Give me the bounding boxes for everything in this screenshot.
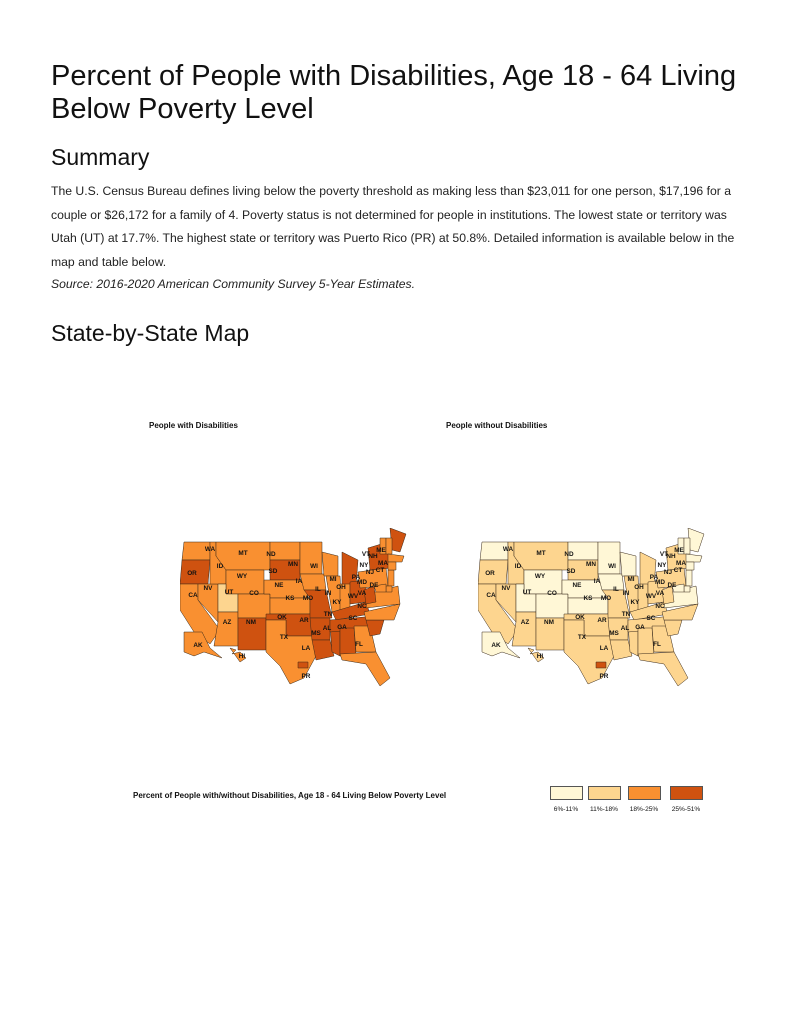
state-ia [300,574,326,590]
state-label-nc: NC [655,603,665,610]
state-label-md: MD [357,579,367,586]
state-de [684,586,690,592]
state-nh [684,538,690,554]
legend-label-3: 18%-25% [629,806,659,813]
state-label-vt: VT [659,551,669,558]
state-label-de: DE [369,582,379,589]
state-label-pr: PR [599,673,609,680]
legend-label-2: 11%-18% [589,806,619,813]
state-la [312,640,334,660]
legend-swatch-1 [550,786,583,800]
state-ma [388,554,404,562]
state-de [386,586,392,592]
state-label-ok: OK [575,614,585,621]
state-label-ny: NY [359,562,369,569]
state-label-ut: UT [522,589,532,596]
state-label-nh: NH [666,553,676,560]
state-label-pr: PR [301,673,311,680]
state-label-mo: MO [600,595,612,602]
state-label-tx: TX [577,634,587,641]
state-label-or: OR [485,570,495,577]
state-label-ky: KY [332,599,342,606]
state-label-ct: CT [673,567,683,574]
state-label-mn: MN [288,561,298,568]
state-label-ct: CT [375,567,385,574]
state-label-nm: NM [544,619,554,626]
state-label-mt: MT [536,550,546,557]
state-label-ar: AR [299,617,309,624]
state-label-wy: WY [534,573,546,580]
state-label-ne: NE [572,582,582,589]
state-label-de: DE [667,582,677,589]
state-label-nj: NJ [365,569,375,576]
state-label-nv: NV [203,585,213,592]
state-ma [686,554,702,562]
map-title-with-disabilities: People with Disabilities [149,421,238,430]
state-label-me: ME [674,547,684,554]
state-label-oh: OH [336,584,346,591]
state-me [390,528,406,552]
state-label-ca: CA [486,592,496,599]
state-al [340,628,356,656]
state-label-ak: AK [491,642,501,649]
state-label-ca: CA [188,592,198,599]
source-note: Source: 2016-2020 American Community Survey 5-Year Estimates. [51,277,415,291]
map-without-disabilities [478,528,708,688]
state-label-me: ME [376,547,386,554]
state-label-ne: NE [274,582,284,589]
state-la [610,640,632,660]
state-label-mi: MI [627,576,635,583]
state-label-ut: UT [224,589,234,596]
state-label-az: AZ [520,619,530,626]
state-label-ms: MS [609,630,619,637]
state-label-ga: GA [635,624,645,631]
state-co [238,594,270,618]
state-label-ok: OK [277,614,287,621]
state-label-tn: TN [621,611,631,618]
state-label-ky: KY [630,599,640,606]
state-label-vt: VT [361,551,371,558]
state-label-wi: WI [608,563,616,570]
state-label-va: VA [357,590,367,597]
state-label-il: IL [315,586,321,593]
state-wi [322,552,338,576]
state-label-nm: NM [246,619,256,626]
state-wi [620,552,636,576]
state-label-al: AL [620,625,630,632]
state-label-ms: MS [311,630,321,637]
state-label-sc: SC [646,615,656,622]
state-label-mn: MN [586,561,596,568]
state-label-pa: PA [351,574,361,581]
state-fl [638,652,688,686]
state-nh [386,538,392,554]
summary-text: The U.S. Census Bureau defines living below the poverty threshold as making less than $23,011 for one person, $17,196 for a couple or $26,172 for a family of 4. Poverty status is not determined for people in institutions. The lowest state or territory was Utah (UT) at 17.7%. The highest state or territory was Puerto Rico (PR) at 50.8%. Detailed information is available below in the map and table below. [51,184,735,269]
legend-title: Percent of People with/without Disabilities, Age 18 - 64 Living Below Poverty Level [133,791,447,800]
state-label-sc: SC [348,615,358,622]
map-section-heading: State-by-State Map [51,320,250,346]
state-label-wa: WA [502,546,514,553]
state-label-id: ID [216,563,224,570]
state-label-mt: MT [238,550,248,557]
state-label-co: CO [547,590,557,597]
state-label-wv: WV [347,593,359,600]
state-label-ak: AK [193,642,203,649]
state-label-in: IN [324,590,332,597]
state-nj [686,570,692,586]
state-pr [298,662,308,668]
state-label-la: LA [301,645,311,652]
state-label-hi: HI [238,653,246,660]
state-label-tx: TX [279,634,289,641]
state-co [536,594,568,618]
state-label-tn: TN [323,611,333,618]
state-label-ia: IA [593,578,601,585]
page-title: Percent of People with Disabilities, Age 18 - 64 Living Below Poverty Level [51,60,737,125]
state-me [688,528,704,552]
state-label-in: IN [622,590,630,597]
state-nj [388,570,394,586]
map-title-without-disabilities: People without Disabilities [446,421,548,430]
state-label-wy: WY [236,573,248,580]
legend-label-4: 25%-51% [671,806,701,813]
state-label-ma: MA [676,560,686,567]
state-label-wa: WA [204,546,216,553]
state-label-ga: GA [337,624,347,631]
state-label-nc: NC [357,603,367,610]
state-label-ar: AR [597,617,607,624]
state-label-va: VA [655,590,665,597]
legend-label-1: 6%-11% [553,806,579,813]
state-ct [686,562,694,570]
state-label-mi: MI [329,576,337,583]
state-label-ny: NY [657,562,667,569]
state-label-hi: HI [536,653,544,660]
state-label-nd: ND [564,551,574,558]
state-label-al: AL [322,625,332,632]
state-label-co: CO [249,590,259,597]
state-fl [340,652,390,686]
state-label-wi: WI [310,563,318,570]
state-ct [388,562,396,570]
state-label-pa: PA [649,574,659,581]
state-label-sd: SD [566,568,576,575]
state-label-ia: IA [295,578,303,585]
state-label-az: AZ [222,619,232,626]
state-label-mo: MO [302,595,314,602]
state-label-il: IL [613,586,619,593]
state-label-nj: NJ [663,569,673,576]
state-label-nd: ND [266,551,276,558]
state-label-ks: KS [285,595,295,602]
state-label-nv: NV [501,585,511,592]
state-label-ma: MA [378,560,388,567]
state-label-la: LA [599,645,609,652]
legend-swatch-2 [588,786,621,800]
state-label-ks: KS [583,595,593,602]
legend-swatch-3 [628,786,661,800]
state-label-oh: OH [634,584,644,591]
state-label-id: ID [514,563,522,570]
state-pr [596,662,606,668]
state-al [638,628,654,656]
state-label-wv: WV [645,593,657,600]
legend-swatch-4 [670,786,703,800]
state-label-nh: NH [368,553,378,560]
state-label-or: OR [187,570,197,577]
map-with-disabilities [180,528,410,688]
state-ia [598,574,624,590]
state-label-fl: FL [653,641,661,648]
state-label-md: MD [655,579,665,586]
summary-heading: Summary [51,144,150,170]
state-label-sd: SD [268,568,278,575]
state-label-fl: FL [355,641,363,648]
